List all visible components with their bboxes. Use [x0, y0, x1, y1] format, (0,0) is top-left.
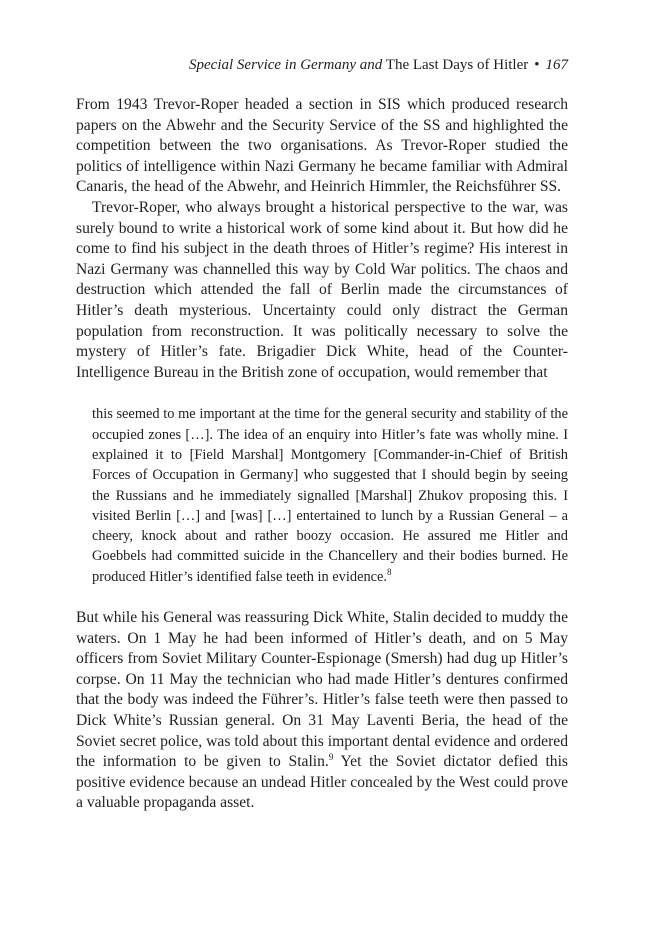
header-title-roman: The Last Days of Hitler — [382, 57, 529, 73]
paragraph-1: From 1943 Trevor-Roper headed a section in SIS which produced research papers on the Abwehr and the Security Service of the SS and highlighted the competition between the two organisations. As Trevor-Roper studied the politics of intelligence within Nazi Germany he became familiar with Admiral Canaris, the head of the Abwehr, and Heinrich Himmler, the Reichsführer SS. — [76, 96, 568, 196]
block-quote-text: this seemed to me important at the time for the general security and stability of the occupied zones […]. The idea of an enquiry into Hitler’s fate was wholly mine. I explained it to [Field Marshal] Montgomery [Commander-in-Chief of British Forces of Occupation in Germany] who suggested that I should begin by seeing the Russians and he immediately signalled [Marshal] Zhukov proposing this. I visited Berlin […] and [was] […] entertained to lunch by a Russian General – a cheery, knock about and rather boozy occasion. He assured me Hitler and Goebbels had committed suicide in the Chancellery and their bodies burned. He produced Hitler’s identified false teeth in evidence. — [92, 406, 568, 585]
footnote-marker-9: 9 — [328, 751, 334, 762]
paragraph-2: Trevor-Roper, who always brought a historical perspective to the war, was surely bound to write a historical work of some kind about it. But how did he come to find his subject in the death throes of Hitler’s regime? His interest in Nazi Germany was channelled this way by Cold War politics. The chaos and destruction which attended the fall of Berlin made the circumstances of Hitler’s death mysterious. Uncertainty could only distract the German population from reconstruction. It was politically necessary to solve the mystery of Hitler’s fate. Brigadier Dick White, head of the Counter-Intelligence Bureau in the British zone of occupation, would remember that — [76, 198, 568, 381]
header-bullet: • — [534, 57, 540, 73]
paragraph-3 — [76, 608, 568, 814]
block-quote — [92, 404, 568, 587]
footnote-marker-8: 8 — [387, 566, 392, 577]
paragraph-3-part-1: But while his General was reassuring Dick White, Stalin decided to muddy the waters. On 1 May he had been informed of Hitler’s death, and on 5 May officers from Soviet Military Counter-Espionage (Smersh) had dug up Hitler’s corpse. On 11 May the technician who had made Hitler’s dentures confirmed that the body was indeed the Führer’s. Hitler’s false teeth were then passed to Dick White’s Russian general. On 31 May Laventi Beria, the head of the Soviet secret police, was told about this important dental evidence and ordered the information to be given to Stalin. — [76, 608, 568, 771]
page-number: 167 — [545, 57, 568, 73]
book-page — [76, 54, 568, 814]
body-text — [76, 95, 568, 814]
running-header — [76, 54, 568, 76]
header-title-italic: Special Service in Germany and — [189, 57, 383, 73]
paragraph-3-part-2: Yet the Soviet dictator defied this positive evidence because an undead Hitler concealed by the West could prove a valuable propaganda asset. — [76, 753, 568, 812]
